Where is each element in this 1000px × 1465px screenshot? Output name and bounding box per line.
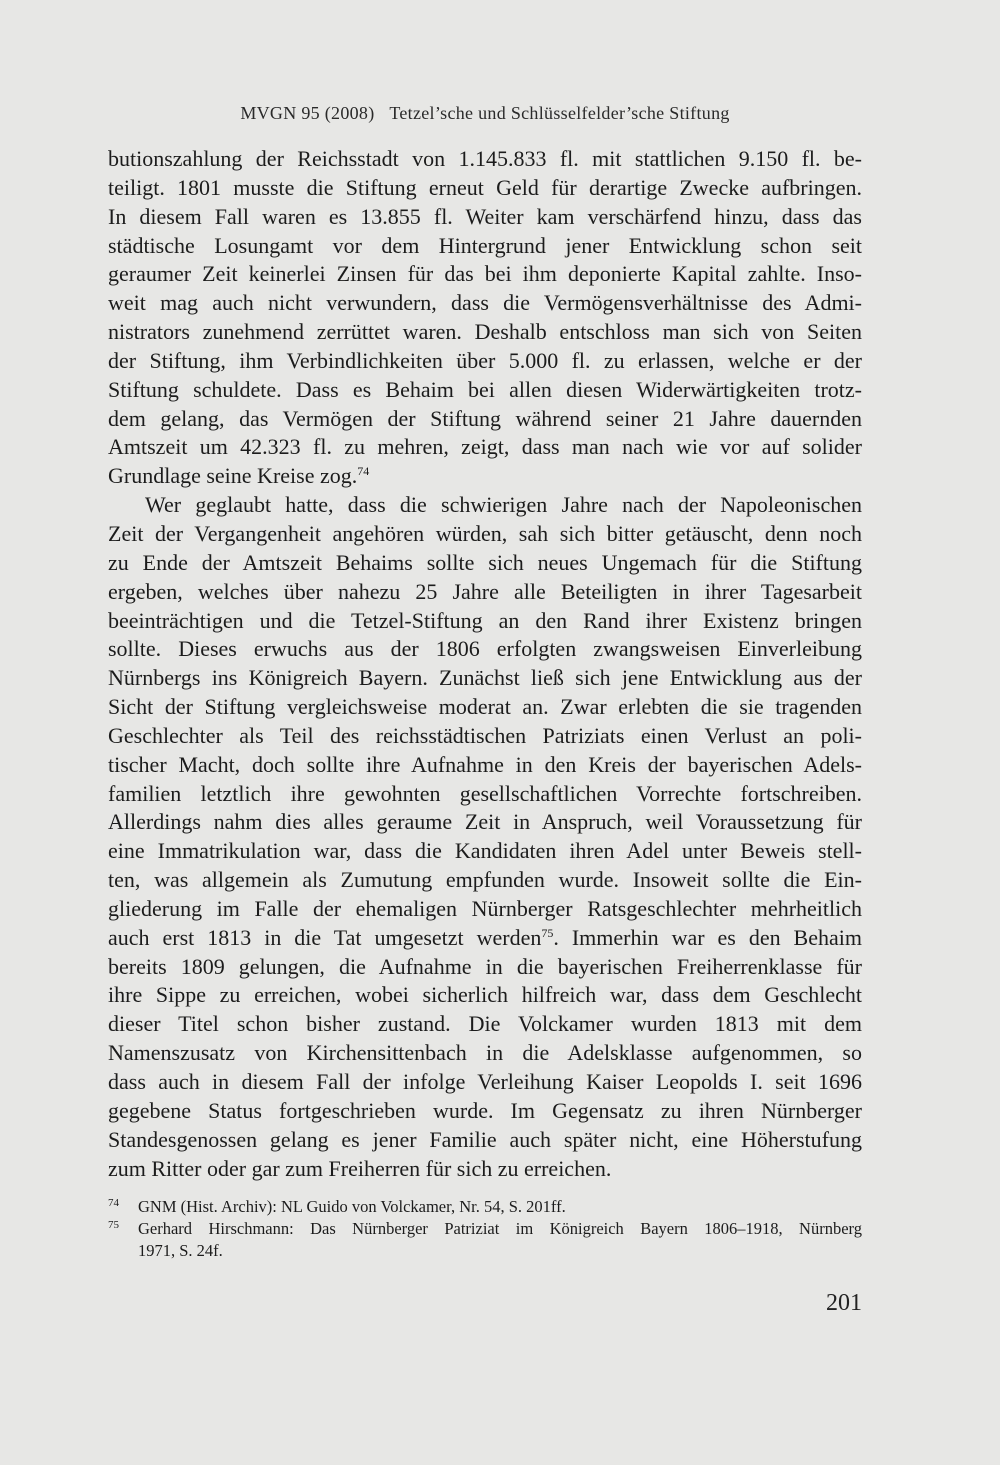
text-line: tischer Macht, doch sollte ihre Aufnahme in den Kreis der bayerischen Adels-: [108, 751, 862, 777]
text-line: Sicht der Stiftung vergleichsweise moderat an. Zwar erlebten die sie tragenden: [108, 694, 862, 720]
text-line: ergeben, welches über nahezu 25 Jahre alle Beteiligten in ihrer Tagesarbeit: [108, 578, 862, 604]
text-line: Amtszeit um 42.323 fl. zu mehren, zeigt, dass man nach wie vor auf solider: [108, 434, 862, 460]
footnotes: [108, 1196, 862, 1262]
footnote-number: [108, 1218, 138, 1262]
text-line: der Stiftung, ihm Verbindlichkeiten über 5.000 fl. zu erlassen, welche er der: [108, 347, 862, 373]
text-line: Nürnbergs ins Königreich Bayern. Zunächst ließ sich jene Entwicklung aus der: [108, 665, 862, 691]
text-line: beeinträchtigen und die Tetzel-Stiftung an den Rand ihrer Existenz bringen: [108, 607, 862, 633]
line-text: auch erst 1813 in die Tat umgesetzt werden: [108, 924, 542, 950]
footnote-reference: 74: [357, 464, 370, 479]
paragraph: [108, 145, 862, 491]
body-text: [108, 145, 862, 1183]
text-line: sollte. Dieses erwuchs aus der 1806 erfolgten zwangsweisen Einverleibung: [108, 636, 862, 662]
text-line: städtische Losungamt vor dem Hintergrund jener Entwicklung schon seit: [108, 232, 862, 258]
text-line: gegebene Status fortgeschrieben wurde. Im Gegensatz zu ihren Nürnberger: [108, 1097, 862, 1123]
text-line: geraumer Zeit keinerlei Zinsen für das bei ihm deponierte Kapital zahlte. Inso-: [108, 261, 862, 287]
text-line: dass auch in diesem Fall der infolge Verleihung Kaiser Leopolds I. seit 1696: [108, 1069, 862, 1094]
text-line: bereits 1809 gelungen, die Aufnahme in die bayerischen Freiherrenklasse für: [108, 953, 862, 979]
paragraph: [108, 491, 862, 1183]
page-number: 201: [826, 1290, 862, 1316]
text-line: [108, 462, 862, 491]
text-line: dieser Titel schon bisher zustand. Die Volckamer wurden 1813 mit dem: [108, 1011, 862, 1037]
text-line: butionszahlung der Reichsstadt von 1.145.833 fl. mit stattlichen 9.150 fl. be-: [108, 146, 862, 171]
text-line: nistrators zunehmend zerrüttet waren. Deshalb entschloss man sich von Seiten: [108, 319, 862, 345]
text-line: Geschlechter als Teil des reichsstädtischen Patriziats einen Verlust an poli-: [108, 722, 862, 748]
text-line: In diesem Fall waren es 13.855 fl. Weiter kam verschärfend hinzu, dass das: [108, 203, 862, 229]
footnote-marker: 74: [108, 1197, 119, 1209]
text-line: zum Ritter oder gar zum Freiherren für sich zu erreichen.: [108, 1155, 612, 1181]
footnote-reference: 75: [541, 925, 554, 940]
text-line: Stiftung schuldete. Dass es Behaim bei allen diesen Widerwärtigkeiten trotz-: [108, 376, 862, 402]
text-line: ihre Sippe zu erreichen, wobei sicherlich hilfreich war, dass dem Geschlecht: [108, 982, 862, 1008]
text-line: familien letztlich ihre gewohnten gesellschaftlichen Vorrechte fortschreiben.: [108, 780, 862, 806]
line-text: Grundlage seine Kreise zog.: [108, 463, 358, 489]
text-line: Allerdings nahm dies alles geraume Zeit in Anspruch, weil Voraussetzung für: [108, 809, 862, 835]
footnote: [108, 1196, 862, 1218]
footnote-number: [108, 1196, 138, 1218]
text-line: teiligt. 1801 musste die Stiftung erneut Geld für derartige Zwecke aufbringen.: [108, 174, 862, 200]
text-line: eine Immatrikulation war, dass die Kandidaten ihren Adel unter Beweis stell-: [108, 838, 862, 864]
line-text: . Immerhin war es den Behaim: [553, 924, 862, 950]
footnote-line: Gerhard Hirschmann: Das Nürnberger Patriziat im Königreich Bayern 1806–1918, Nürnberg: [138, 1219, 862, 1238]
footnote-text: [138, 1196, 862, 1218]
text-line: [108, 924, 862, 953]
article-title: Tetzel’sche und Schlüsselfelder’sche Stiftung: [389, 103, 730, 123]
footnote-line: 1971, S. 24f.: [138, 1241, 223, 1260]
footnote-marker: 75: [108, 1219, 119, 1231]
text-line: Standesgenossen gelang es jener Familie auch später nicht, eine Höherstufung: [108, 1126, 862, 1152]
running-header: [108, 103, 862, 124]
footnote-text: [138, 1218, 862, 1262]
text-line: dem gelang, das Vermögen der Stiftung während seiner 21 Jahre dauernden: [108, 405, 862, 431]
footnote-line: GNM (Hist. Archiv): NL Guido von Volckamer, Nr. 54, S. 201ff.: [138, 1197, 566, 1216]
text-line: zu Ende der Amtszeit Behaims sollte sich neues Ungemach für die Stiftung: [108, 549, 862, 575]
text-line: Wer geglaubt hatte, dass die schwierigen Jahre nach der Napoleonischen: [145, 492, 862, 518]
text-line: ten, was allgemein als Zumutung empfunden wurde. Insoweit sollte die Ein-: [108, 867, 862, 893]
journal-reference: MVGN 95 (2008): [240, 103, 375, 123]
text-line: Zeit der Vergangenheit angehören würden, sah sich bitter getäuscht, denn noch: [108, 520, 862, 546]
text-line: Namenszusatz von Kirchensittenbach in die Adelsklasse aufgenommen, so: [108, 1040, 862, 1066]
text-line: gliederung im Falle der ehemaligen Nürnberger Ratsgeschlechter mehrheitlich: [108, 895, 862, 921]
footnote: [108, 1218, 862, 1262]
text-line: weit mag auch nicht verwundern, dass die Vermögensverhältnisse des Admi-: [108, 290, 862, 316]
